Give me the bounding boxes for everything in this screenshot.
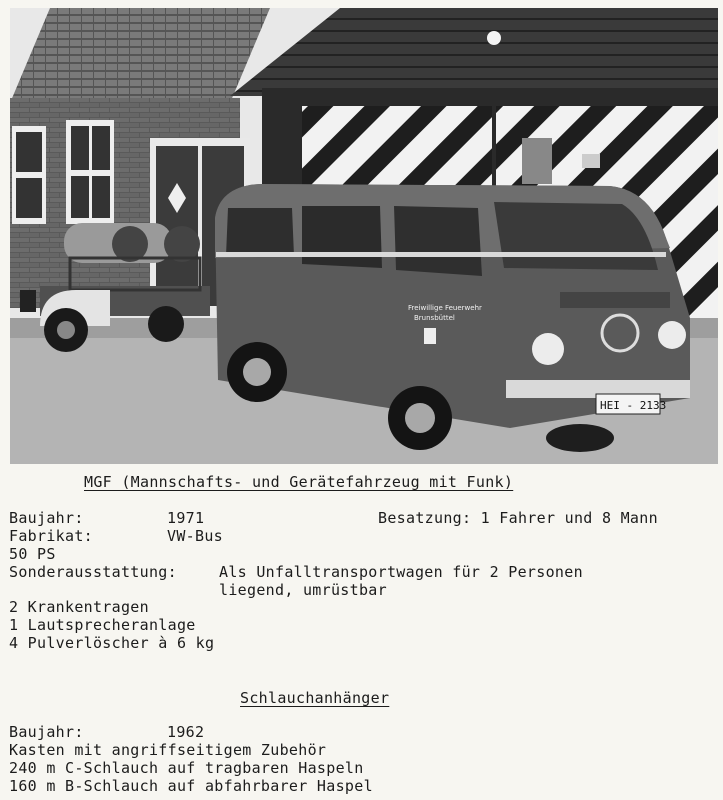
vehicle-fabrikat-value: VW-Bus — [167, 527, 223, 545]
trailer-baujahr-value: 1962 — [167, 723, 205, 741]
door-lettering-line1: Freiwillige Feuerwehr — [408, 304, 482, 312]
vehicle-baujahr-label: Baujahr: — [9, 509, 84, 527]
vehicle-sonder-label: Sonderausstattung: — [9, 563, 177, 581]
trailer-item: 160 m B-Schlauch auf abfahrbarer Haspel — [9, 777, 373, 795]
vehicle-item: 1 Lautsprecheranlage — [9, 616, 196, 634]
vehicle-photo — [10, 8, 718, 464]
vehicle-title: MGF (Mannschafts- und Gerätefahrzeug mit Funk) — [84, 473, 514, 491]
vehicle-ps: 50 PS — [9, 545, 56, 563]
vehicle-besatzung: Besatzung: 1 Fahrer und 8 Mann — [378, 509, 658, 527]
trailer-title: Schlauchanhänger — [240, 689, 390, 707]
door-lettering-line2: Brunsbüttel — [414, 314, 455, 322]
vehicle-fabrikat-label: Fabrikat: — [9, 527, 93, 545]
trailer-item: 240 m C-Schlauch auf tragbaren Haspeln — [9, 759, 364, 777]
vehicle-baujahr-value: 1971 — [167, 509, 205, 527]
vehicle-sonder-line2: liegend, umrüstbar — [219, 581, 387, 599]
trailer-baujahr-label: Baujahr: — [9, 723, 84, 741]
trailer-item: Kasten mit angriffseitigem Zubehör — [9, 741, 327, 759]
license-plate-text: HEI - 2133 — [600, 399, 667, 412]
vehicle-item: 4 Pulverlöscher à 6 kg — [9, 634, 215, 652]
vehicle-sonder-line1: Als Unfalltransportwagen für 2 Personen — [219, 563, 583, 581]
vehicle-item: 2 Krankentragen — [9, 598, 149, 616]
